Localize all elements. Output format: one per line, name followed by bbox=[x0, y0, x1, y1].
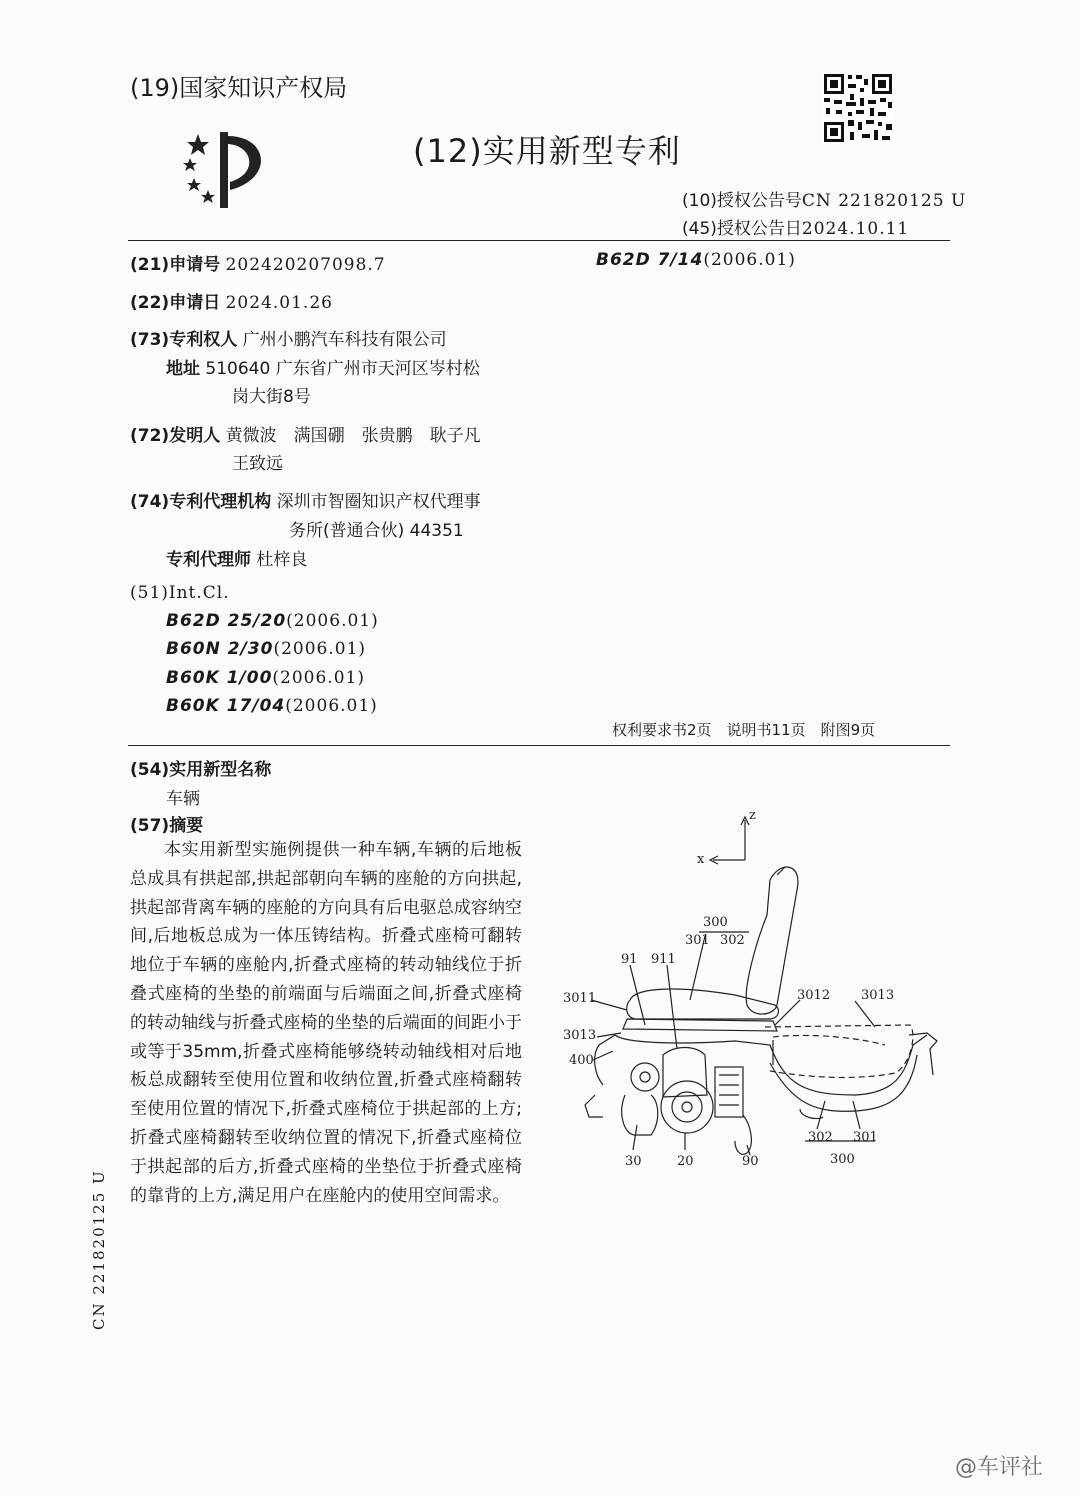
intcl-code: B60N 2/30 bbox=[166, 639, 274, 659]
intcl-version: (2006.01) bbox=[286, 611, 379, 631]
agent-value: 杜梓良 bbox=[256, 550, 308, 570]
fig-label: 302 bbox=[720, 933, 745, 948]
app-no-label: (21)申请号 bbox=[130, 255, 221, 275]
abstract-text: 本实用新型实施例提供一种车辆,车辆的后地板总成具有拱起部,拱起部朝向车辆的座舱的方向拱起,拱起部背离车辆的座舱的方向具有后电驱总成容纳空间,后地板总成为一体压铸结构。折叠式座椅可翻转地位于车辆的座舱内,折叠式座椅的转动轴线位于折叠式座椅的坐垫的前端面与后端面之间,折叠式座椅的转动轴线与折叠式座椅的坐垫的后端面的间距小于或等于35mm,折叠式座椅能够绕转动轴线相对后地板总成翻转至使用位置和收纳位置,折叠式座椅翻转至使用位置的情况下,折叠式座椅位于拱起部的上方;折叠式座椅翻转至收纳位置的情况下,折叠式座椅位于拱起部的后方,折叠式座椅的坐垫位于折叠式座椅的靠背的上方,满足用户在座舱内的使用空间需求。 bbox=[130, 840, 522, 1206]
cnipa-logo-icon bbox=[180, 128, 280, 212]
patentee-label: (73)专利权人 bbox=[130, 330, 238, 350]
intcl-item bbox=[166, 696, 378, 716]
ipc-main bbox=[596, 250, 796, 270]
fig-label: 302 bbox=[808, 1130, 833, 1145]
fig-label: 20 bbox=[677, 1154, 694, 1169]
address bbox=[166, 354, 480, 379]
inventors-label: (72)发明人 bbox=[130, 426, 221, 446]
axis-z-label: z bbox=[749, 808, 756, 823]
document-type: (12)实用新型专利 bbox=[413, 132, 681, 170]
side-publication-number: CN 221820125 U bbox=[90, 1169, 108, 1330]
fig-label: 3013 bbox=[563, 1028, 597, 1043]
watermark: @车评社 bbox=[955, 1455, 1044, 1480]
intcl-version: (2006.01) bbox=[272, 668, 365, 688]
inventors bbox=[130, 421, 481, 446]
fig-label: 400 bbox=[569, 1053, 594, 1068]
address-line1: 510640 广东省广州市天河区岑村松 bbox=[205, 359, 480, 379]
intcl-label-text: (51)Int.Cl. bbox=[130, 583, 230, 603]
fig-label: 911 bbox=[651, 952, 676, 967]
intcl-code: B60K 1/00 bbox=[166, 668, 273, 688]
intcl-item bbox=[166, 639, 366, 659]
intcl-version: (2006.01) bbox=[285, 696, 378, 716]
agent-label: 专利代理师 bbox=[166, 550, 251, 570]
agency-line2: 务所(普通合伙) 44351 bbox=[289, 521, 464, 541]
axis-x-label: x bbox=[697, 852, 705, 867]
fig-label: 300 bbox=[830, 1152, 855, 1167]
publication-number bbox=[682, 186, 966, 211]
ipc-main-code: B62D 7/14 bbox=[596, 250, 704, 270]
agent bbox=[166, 545, 307, 570]
qr-code-icon bbox=[822, 72, 894, 144]
fig-label: 30 bbox=[625, 1154, 642, 1169]
pub-date-label: (45)授权公告日 bbox=[682, 219, 802, 239]
patentee-value: 广州小鹏汽车科技有限公司 bbox=[242, 330, 447, 350]
agency-line1: 深圳市智圈知识产权代理事 bbox=[276, 492, 481, 512]
page-count: 权利要求书2页 说明书11页 附图9页 bbox=[612, 721, 876, 739]
fig-label: 301 bbox=[685, 933, 710, 948]
fig-label: 90 bbox=[742, 1154, 759, 1169]
abstract-figure bbox=[555, 805, 950, 1175]
address-line2: 岗大街8号 bbox=[232, 387, 311, 407]
office-name: (19)国家知识产权局 bbox=[130, 74, 348, 102]
fig-label: 3011 bbox=[563, 991, 597, 1006]
pub-no-label: (10)授权公告号 bbox=[682, 191, 802, 211]
fig-label: 300 bbox=[703, 915, 728, 930]
title-label: (54)实用新型名称 bbox=[130, 760, 272, 780]
header-divider bbox=[128, 240, 950, 241]
pub-no-value: CN 221820125 U bbox=[801, 191, 967, 211]
inventors-line1: 黄微波 满国硼 张贵鹏 耿子凡 bbox=[225, 426, 481, 446]
application-number bbox=[130, 250, 386, 275]
intcl-code: B60K 17/04 bbox=[166, 696, 286, 716]
fig-label: 301 bbox=[853, 1130, 878, 1145]
utility-model-title: 车辆 bbox=[166, 789, 200, 809]
address-label: 地址 bbox=[166, 359, 200, 379]
app-date-value: 2024.01.26 bbox=[225, 293, 333, 313]
agency-label: (74)专利代理机构 bbox=[130, 492, 272, 512]
intcl-version: (2006.01) bbox=[273, 639, 367, 659]
fig-label: 3013 bbox=[861, 988, 895, 1003]
pub-date-value: 2024.10.11 bbox=[801, 219, 910, 239]
app-date-label: (22)申请日 bbox=[130, 293, 221, 313]
intcl-code: B62D 25/20 bbox=[166, 611, 287, 631]
abstract-label: (57)摘要 bbox=[130, 816, 204, 836]
application-date bbox=[130, 288, 333, 313]
fig-label: 3012 bbox=[797, 988, 831, 1003]
app-no-value: 202420207098.7 bbox=[225, 255, 386, 275]
patentee bbox=[130, 325, 447, 350]
intcl-item bbox=[166, 668, 365, 688]
inventors-line2: 王致远 bbox=[232, 454, 283, 474]
agency bbox=[130, 487, 481, 512]
fig-label: 91 bbox=[621, 952, 638, 967]
intcl-item bbox=[166, 611, 379, 631]
publication-date bbox=[682, 214, 909, 239]
section-divider bbox=[128, 745, 950, 746]
ipc-main-version: (2006.01) bbox=[703, 250, 796, 270]
intcl-label bbox=[130, 583, 230, 603]
